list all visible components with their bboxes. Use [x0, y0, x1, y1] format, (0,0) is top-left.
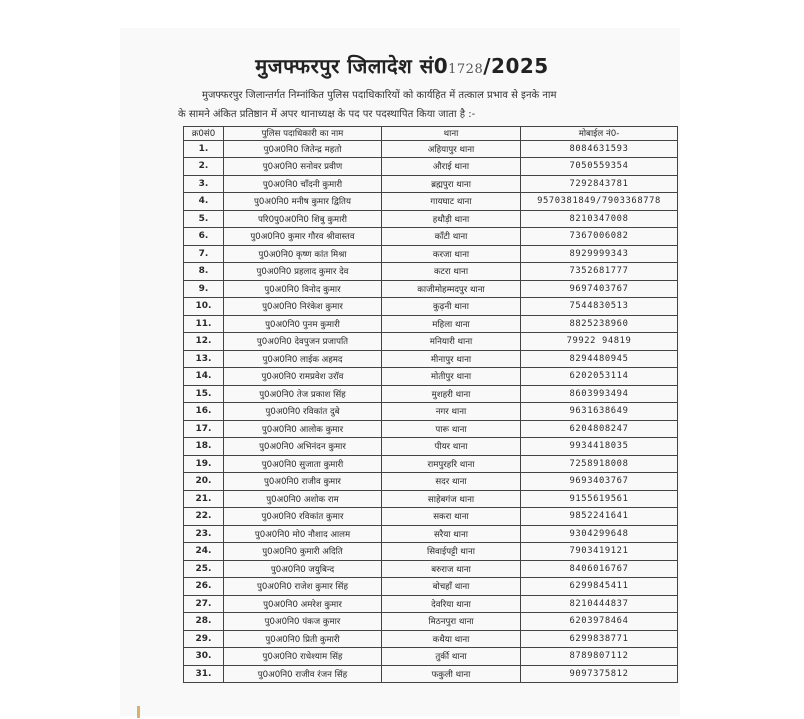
table-row [184, 140, 678, 158]
serial-cell: 22. [184, 508, 224, 526]
officer-name-cell: पु0अ0नि0 अमरेश कुमार [224, 595, 382, 613]
officer-name-cell: पु0अ0नि0 जितेन्द्र महतो [224, 140, 382, 158]
station-cell: मनियारी थाना [382, 333, 521, 351]
mobile-cell: 8210347008 [521, 210, 678, 228]
title-suffix: /2025 [483, 54, 549, 78]
serial-cell: 26. [184, 578, 224, 596]
station-cell: पीयर थाना [382, 438, 521, 456]
mobile-cell: 8406016767 [521, 560, 678, 578]
station-cell: कथैया थाना [382, 630, 521, 648]
officer-name-cell: पु0अ0नि0 अशोक राम [224, 490, 382, 508]
serial-cell: 8. [184, 263, 224, 281]
table-row [184, 368, 678, 386]
serial-cell: 20. [184, 473, 224, 491]
officer-name-cell: पु0अ0नि0 निरंकेश कुमार [224, 298, 382, 316]
officer-name-cell: पु0अ0नि0 चाँदनी कुमारी [224, 175, 382, 193]
mobile-cell: 8210444837 [521, 595, 678, 613]
table-row [184, 560, 678, 578]
mobile-cell: 6204808247 [521, 420, 678, 438]
station-cell: ब्रह्मपुरा थाना [382, 175, 521, 193]
mobile-cell: 9852241641 [521, 508, 678, 526]
officer-name-cell: पु0अ0नि0 विनोद कुमार [224, 280, 382, 298]
serial-cell: 17. [184, 420, 224, 438]
station-cell: महिला थाना [382, 315, 521, 333]
serial-cell: 21. [184, 490, 224, 508]
serial-cell: 2. [184, 158, 224, 176]
table-row [184, 315, 678, 333]
station-cell: बरुराज थाना [382, 560, 521, 578]
officer-name-cell: पु0अ0नि0 कृष्ण कांत मिश्रा [224, 245, 382, 263]
table-row [184, 158, 678, 176]
station-cell: गायघाट थाना [382, 193, 521, 211]
serial-cell: 14. [184, 368, 224, 386]
header-station: थाना [382, 127, 521, 141]
serial-cell: 7. [184, 245, 224, 263]
serial-cell: 31. [184, 665, 224, 683]
station-cell: मीनापुर थाना [382, 350, 521, 368]
serial-cell: 12. [184, 333, 224, 351]
serial-cell: 13. [184, 350, 224, 368]
officer-name-cell: पु0अ0नि0 रामप्रवेश उरॉव [224, 368, 382, 386]
serial-cell: 6. [184, 228, 224, 246]
table-row [184, 333, 678, 351]
officer-name-cell: पु0अ0नि0 राजीव रंजन सिंह [224, 665, 382, 683]
station-cell: मिठनपुरा थाना [382, 613, 521, 631]
station-cell: हथौड़ी थाना [382, 210, 521, 228]
officer-name-cell: पु0अ0नि0 राधेश्याम सिंह [224, 648, 382, 666]
mobile-cell: 9697403767 [521, 280, 678, 298]
mobile-cell: 9155619561 [521, 490, 678, 508]
officer-name-cell: पु0अ0नि0 आलोक कुमार [224, 420, 382, 438]
serial-cell: 10. [184, 298, 224, 316]
table-row [184, 263, 678, 281]
mobile-cell: 8929999343 [521, 245, 678, 263]
table-row [184, 665, 678, 683]
table-row [184, 175, 678, 193]
station-cell: देवरिया थाना [382, 595, 521, 613]
header-officer-name: पुलिस पदाधिकारी का नाम [224, 127, 382, 141]
mobile-cell: 6203978464 [521, 613, 678, 631]
mobile-cell: 7367006082 [521, 228, 678, 246]
table-row [184, 245, 678, 263]
mobile-cell: 7292843781 [521, 175, 678, 193]
mobile-cell: 9631638649 [521, 403, 678, 421]
serial-cell: 5. [184, 210, 224, 228]
officer-name-cell: पु0अ0नि0 देवपुजन प्रजापति [224, 333, 382, 351]
officer-name-cell: पु0अ0नि0 कुमार गौरव श्रीवास्तव [224, 228, 382, 246]
officer-name-cell: पु0अ0नि0 लाईक अहमद [224, 350, 382, 368]
officer-name-cell: पु0अ0नि0 तेज प्रकाश सिंह [224, 385, 382, 403]
table-row [184, 578, 678, 596]
mobile-cell: 79922 94819 [521, 333, 678, 351]
mobile-cell: 6202053114 [521, 368, 678, 386]
station-cell: नगर थाना [382, 403, 521, 421]
station-cell: काँटी थाना [382, 228, 521, 246]
station-cell: अहियापुर थाना [382, 140, 521, 158]
station-cell: सिवाईपट्टी थाना [382, 543, 521, 561]
table-row [184, 228, 678, 246]
intro-line-2: के सामने अंकित प्रतिष्ठान में अपर थानाध्यक्ष के पद पर पदस्थापित किया जाता है :- [178, 109, 476, 120]
station-cell: कुढ़नी थाना [382, 298, 521, 316]
officer-name-cell: पु0अ0नि0 कुमारी अदिति [224, 543, 382, 561]
officer-name-cell: पु0अ0नि0 जयुबिन्द [224, 560, 382, 578]
table-row [184, 543, 678, 561]
serial-cell: 29. [184, 630, 224, 648]
station-cell: साहेबगंज थाना [382, 490, 521, 508]
serial-cell: 18. [184, 438, 224, 456]
mobile-cell: 7050559354 [521, 158, 678, 176]
table-row [184, 193, 678, 211]
handwritten-order-number: 1728 [448, 62, 484, 77]
table-row [184, 385, 678, 403]
mobile-cell: 9693403767 [521, 473, 678, 491]
station-cell: मुशहरी थाना [382, 385, 521, 403]
serial-cell: 16. [184, 403, 224, 421]
officer-name-cell: पु0अ0नि0 रविकांत कुमार [224, 508, 382, 526]
mobile-cell: 7903419121 [521, 543, 678, 561]
table-row [184, 630, 678, 648]
serial-cell: 1. [184, 140, 224, 158]
header-mobile: मोबाईल नं0- [521, 127, 678, 141]
mobile-cell: 8789807112 [521, 648, 678, 666]
mobile-cell: 8603993494 [521, 385, 678, 403]
officer-name-cell: पु0अ0नि0 मो0 नौशाद आलम [224, 525, 382, 543]
mobile-cell: 7544830513 [521, 298, 678, 316]
mobile-cell: 7352681777 [521, 263, 678, 281]
officer-name-cell: पु0अ0नि0 रविकांत दुबे [224, 403, 382, 421]
table-row [184, 298, 678, 316]
table-row [184, 350, 678, 368]
serial-cell: 15. [184, 385, 224, 403]
serial-cell: 3. [184, 175, 224, 193]
station-cell: सदर थाना [382, 473, 521, 491]
station-cell: तुर्की थाना [382, 648, 521, 666]
serial-cell: 19. [184, 455, 224, 473]
officer-name-cell: पु0अ0नि0 अभिनंदन कुमार [224, 438, 382, 456]
table-row [184, 455, 678, 473]
serial-cell: 28. [184, 613, 224, 631]
station-cell: पारू थाना [382, 420, 521, 438]
table-row [184, 473, 678, 491]
table-row [184, 613, 678, 631]
intro-paragraph [178, 86, 678, 124]
mobile-cell: 8825238960 [521, 315, 678, 333]
mobile-cell: 9934418035 [521, 438, 678, 456]
table-row [184, 210, 678, 228]
station-cell: बोचहाँ थाना [382, 578, 521, 596]
officer-name-cell: पु0अ0नि0 पुनम कुमारी [224, 315, 382, 333]
officer-name-cell: परि0पु0अ0नि0 शिबु कुमारी [224, 210, 382, 228]
station-cell: करजा थाना [382, 245, 521, 263]
serial-cell: 30. [184, 648, 224, 666]
mobile-cell: 9570381849/7903368778 [521, 193, 678, 211]
officer-name-cell: पु0अ0नि0 मनीष कुमार द्वितिय [224, 193, 382, 211]
table-row [184, 403, 678, 421]
mobile-cell: 8084631593 [521, 140, 678, 158]
document-title [0, 52, 804, 79]
station-cell: मोतीपुर थाना [382, 368, 521, 386]
mobile-cell: 9097375812 [521, 665, 678, 683]
station-cell: सरैया थाना [382, 525, 521, 543]
station-cell: फकुली थाना [382, 665, 521, 683]
table-row [184, 525, 678, 543]
table-header-row [184, 127, 678, 141]
serial-cell: 11. [184, 315, 224, 333]
edge-mark [137, 706, 140, 718]
header-serial: क्र0सं0 [184, 127, 224, 141]
table-row [184, 595, 678, 613]
serial-cell: 24. [184, 543, 224, 561]
mobile-cell: 7258918008 [521, 455, 678, 473]
station-cell: सकरा थाना [382, 508, 521, 526]
serial-cell: 27. [184, 595, 224, 613]
intro-line-1: मुजफ्फरपुर जिलान्तर्गत निम्नांकित पुलिस पदाधिकारियों को कार्यहित में तत्काल प्रभाव से इनके नाम [202, 90, 557, 101]
station-cell: कटरा थाना [382, 263, 521, 281]
officer-name-cell: पु0अ0नि0 प्रिती कुमारी [224, 630, 382, 648]
serial-cell: 23. [184, 525, 224, 543]
serial-cell: 9. [184, 280, 224, 298]
station-cell: काजीमोहम्मदपुर थाना [382, 280, 521, 298]
station-cell: रामपुरहरि थाना [382, 455, 521, 473]
table-row [184, 508, 678, 526]
posting-table [183, 126, 678, 683]
officer-name-cell: पु0अ0नि0 राजीव कुमार [224, 473, 382, 491]
mobile-cell: 8294480945 [521, 350, 678, 368]
table-row [184, 438, 678, 456]
serial-cell: 4. [184, 193, 224, 211]
officer-name-cell: पु0अ0नि0 राजेश कुमार सिंह [224, 578, 382, 596]
table-row [184, 490, 678, 508]
officer-name-cell: पु0अ0नि0 सनोवर प्रवीण [224, 158, 382, 176]
table-row [184, 420, 678, 438]
mobile-cell: 9304299648 [521, 525, 678, 543]
table-row [184, 280, 678, 298]
officer-name-cell: पु0अ0नि0 प्रहलाद कुमार देव [224, 263, 382, 281]
station-cell: औराई थाना [382, 158, 521, 176]
table-row [184, 648, 678, 666]
officer-name-cell: पु0अ0नि0 पंकज कुमार [224, 613, 382, 631]
officer-name-cell: पु0अ0नि0 सुजाता कुमारी [224, 455, 382, 473]
mobile-cell: 6299845411 [521, 578, 678, 596]
serial-cell: 25. [184, 560, 224, 578]
mobile-cell: 6299838771 [521, 630, 678, 648]
title-prefix: मुजफ्फरपुर जिलादेश सं0 [255, 54, 449, 78]
